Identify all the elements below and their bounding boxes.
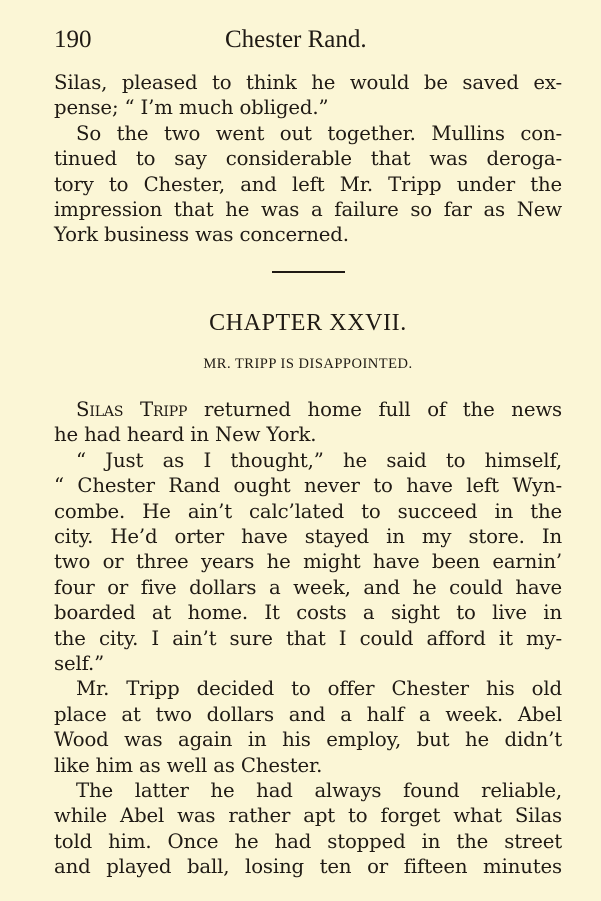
text-line: York business was concerned. <box>54 223 349 247</box>
text-line: “ Just as I thought,” he said to himself, <box>76 448 562 472</box>
text-line: Silas, pleased to think he would be saved ex- <box>54 71 562 94</box>
text-line: Mr. Tripp decided to offer Chester his old <box>76 677 562 701</box>
text-line: “ Chester Rand ought never to have left Wyn- <box>54 474 562 498</box>
chapter-subtitle: MR. TRIPP IS DISAPPOINTED. <box>203 356 413 372</box>
text-line: self.” <box>54 651 105 675</box>
page-header <box>54 24 562 56</box>
page-number: 190 <box>54 26 92 53</box>
text-line: like him as well as Chester. <box>54 753 323 777</box>
text-line: pense; “ I’m much obliged.” <box>54 96 329 120</box>
text-line: tory to Chester, and left Mr. Tripp under the <box>54 172 562 196</box>
text-line-rest: returned home full of the news <box>187 398 562 421</box>
text-line: the city. I ain’t sure that I could afford it my- <box>54 626 562 650</box>
text-line: boarded at home. It costs a sight to live in <box>54 601 562 625</box>
chapter-paragraph-4 <box>54 778 562 880</box>
text-line: So the two went out together. Mullins con- <box>76 121 562 145</box>
text-line: told him. Once he had stopped in the street <box>54 829 562 853</box>
text-line: Wood was again in his employ, but he didn’t <box>54 728 562 752</box>
chapter-paragraph-1 <box>54 397 562 448</box>
text-line: combe. He ain’t calc’lated to succeed in the <box>54 499 562 523</box>
text-line: place at two dollars and a half a week. Abel <box>54 702 562 726</box>
text-line: city. He’d orter have stayed in my store. In <box>54 524 562 548</box>
small-caps-lead-in: Silas Tripp <box>76 398 188 421</box>
opening-paragraph-2 <box>54 121 562 248</box>
section-separator-rule <box>272 271 345 273</box>
text-line: while Abel was rather apt to forget what Silas <box>54 804 562 828</box>
running-title: Chester Rand. <box>225 26 367 53</box>
chapter-paragraph-2 <box>54 448 562 677</box>
chapter-paragraph-3 <box>54 676 562 778</box>
chapter-title: CHAPTER XXVII. <box>209 310 407 336</box>
text-line: and played ball, losing ten or fifteen minutes <box>54 855 562 879</box>
text-line: he had heard in New York. <box>54 423 317 447</box>
text-line: four or five dollars a week, and he could have <box>54 575 562 599</box>
text-line <box>54 397 562 422</box>
text-line: impression that he was a failure so far as New <box>54 197 562 221</box>
text-line: two or three years he might have been earnin’ <box>54 550 562 574</box>
opening-paragraph-1 <box>54 70 562 121</box>
text-line: The latter he had always found reliable, <box>76 779 562 802</box>
text-line: tinued to say considerable that was deroga- <box>54 147 562 171</box>
